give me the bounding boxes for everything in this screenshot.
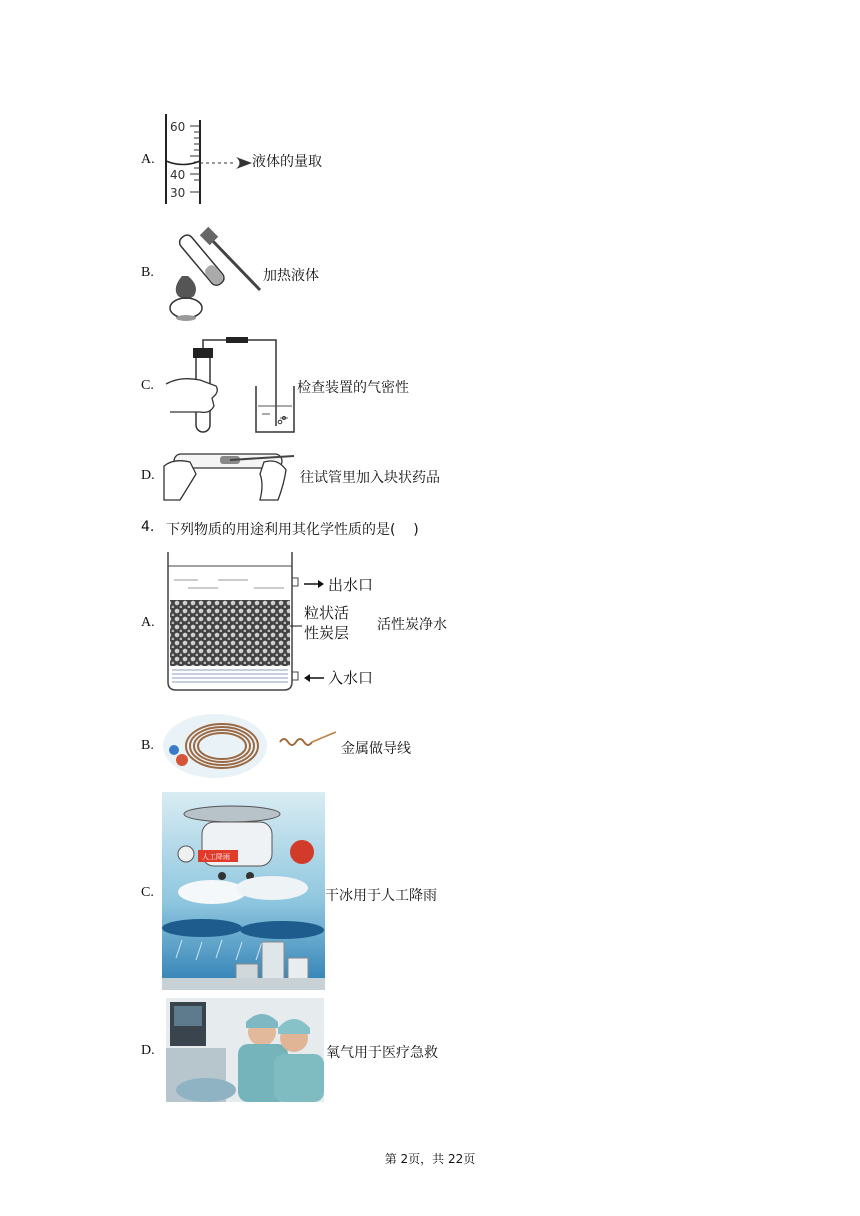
outlet-label: 出水口 <box>328 576 374 594</box>
eye-icon <box>236 157 252 169</box>
option-caption: 加热液体 <box>263 268 319 284</box>
adding-solid-figure <box>160 444 300 504</box>
activated-carbon-filter-figure <box>158 552 398 694</box>
option-letter: B. <box>141 265 154 280</box>
option-caption: 金属做导线 <box>341 741 411 757</box>
option-letter: C. <box>141 378 154 393</box>
heating-liquid-figure <box>160 224 270 324</box>
option-letter: B. <box>141 738 154 753</box>
page-footer: 第 2页，共 22页 <box>384 1152 476 1166</box>
option-caption: 检查装置的气密性 <box>297 380 409 396</box>
carbon-layer-label: 性炭层 <box>304 624 350 642</box>
option-caption: 干冰用于人工降雨 <box>325 888 437 904</box>
question-text: 下列物质的用途利用其化学性质的是( ) <box>166 522 419 538</box>
option-letter: D. <box>141 468 155 483</box>
tick-label: 30 <box>170 186 186 200</box>
tick-label: 60 <box>170 120 186 134</box>
option-caption: 活性炭净水 <box>377 617 447 633</box>
artificial-rain-figure <box>162 792 325 990</box>
medical-oxygen-figure <box>166 998 324 1102</box>
option-letter: A. <box>141 152 155 167</box>
option-caption: 氧气用于医疗急救 <box>326 1045 438 1061</box>
option-letter: A. <box>141 615 155 630</box>
inlet-label: 入水口 <box>328 669 374 687</box>
airtightness-check-figure <box>160 334 300 434</box>
option-letter: D. <box>141 1043 155 1058</box>
option-letter: C. <box>141 885 154 900</box>
plane-label: 人工降雨 <box>202 853 230 861</box>
graduated-cylinder-figure <box>160 112 260 207</box>
option-caption: 液体的量取 <box>252 154 322 170</box>
question-number: 4. <box>141 519 155 535</box>
carbon-layer-label: 粒状活 <box>304 604 350 622</box>
option-caption: 往试管里加入块状药品 <box>300 470 440 486</box>
tick-label: 40 <box>170 168 186 182</box>
metal-wire-figure <box>160 712 340 782</box>
